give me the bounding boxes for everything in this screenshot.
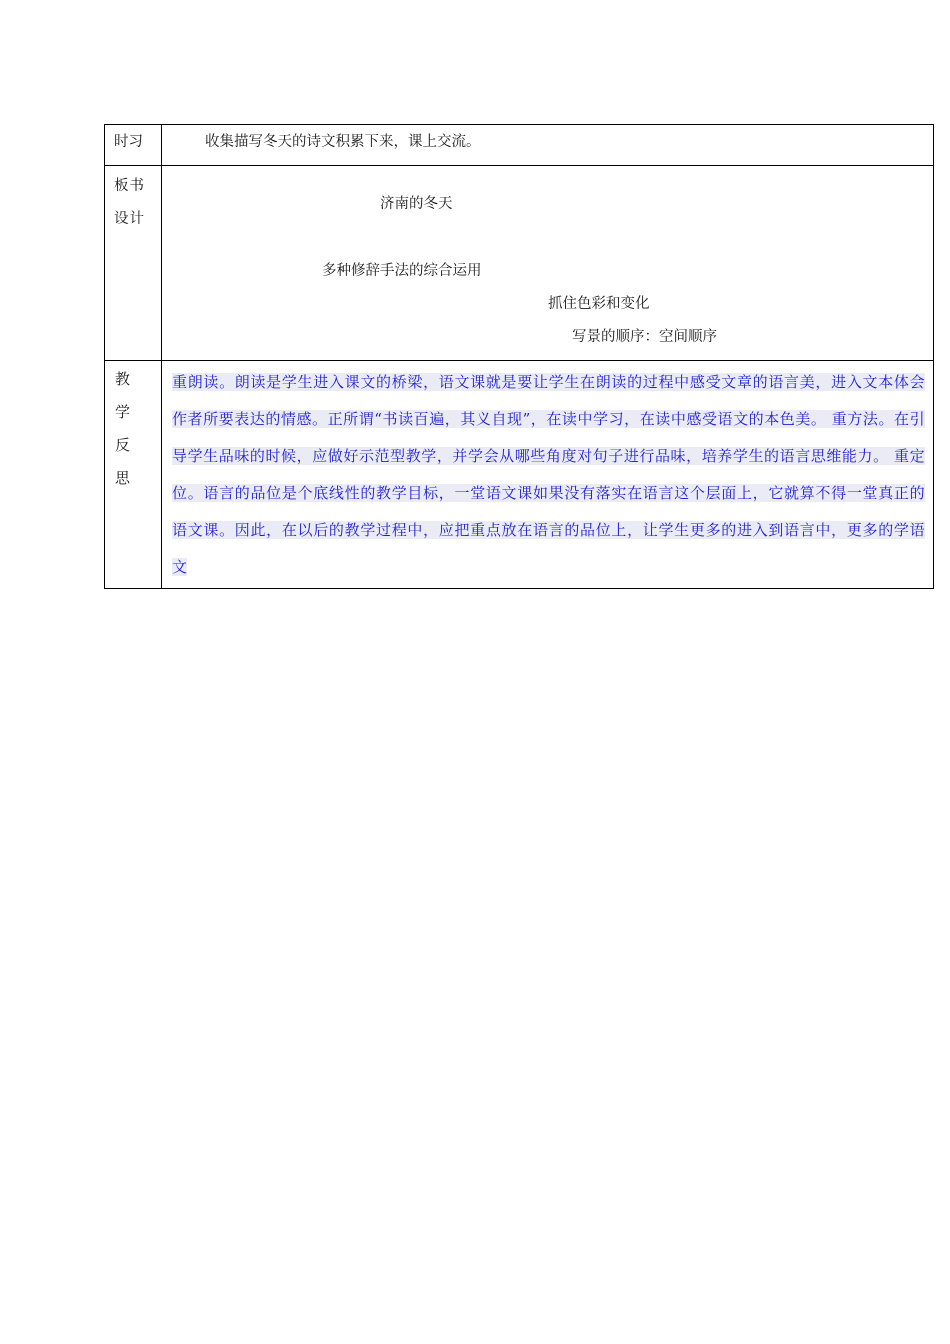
row-label-banshu [105, 166, 162, 361]
row-label-shixi: 时习 [105, 125, 162, 166]
row-content-fansi [162, 361, 934, 589]
reflection-paragraph [172, 364, 925, 586]
reflection-text: 重朗读。朗读是学生进入课文的桥梁，语文课就是要让学生在朗读的过程中感受文章的语言美，进入文本体会作者所要表达的情感。正所谓“书读百遍，其义自现”，在读中学习，在读中感受语文的本色美。 重方法。在引导学生品味的时候，应做好示范型教学，并学会从哪些角度对句子进行品味，培养学生的语言思维能力。 重定位。语言的品位是个底线性的教学目标，一堂语文课如果没有落实在语言这个层面上，它就算不得一堂真正的语文课。因此，在以后的教学过程中，应把重点放在语言的品位上，让学生更多的进入到语言中，更多的学语文 [172, 373, 925, 576]
table-row-banshu [105, 166, 934, 361]
label-banshu-line2: 设计 [114, 211, 145, 227]
blackboard-design [162, 166, 933, 356]
table-row-fansi [105, 361, 934, 589]
lesson-plan-table [104, 124, 934, 589]
row-content-shixi: 收集描写冬天的诗文积累下来，课上交流。 [162, 125, 934, 166]
label-fansi-char-3: 反 [115, 436, 131, 454]
blackboard-title: 济南的冬天 [380, 196, 453, 212]
row-label-fansi [105, 361, 162, 589]
label-banshu-line1: 板书 [114, 178, 145, 194]
blackboard-point-1: 多种修辞手法的综合运用 [322, 263, 482, 279]
table-row-shixi [105, 125, 934, 166]
blackboard-point-2: 抓住色彩和变化 [548, 296, 650, 312]
label-fansi-char-4: 思 [115, 469, 131, 487]
row-content-banshu [162, 166, 934, 361]
label-fansi-char-2: 学 [115, 403, 131, 421]
blackboard-point-3: 写景的顺序：空间顺序 [572, 329, 717, 345]
label-fansi-char-1: 教 [115, 370, 131, 388]
